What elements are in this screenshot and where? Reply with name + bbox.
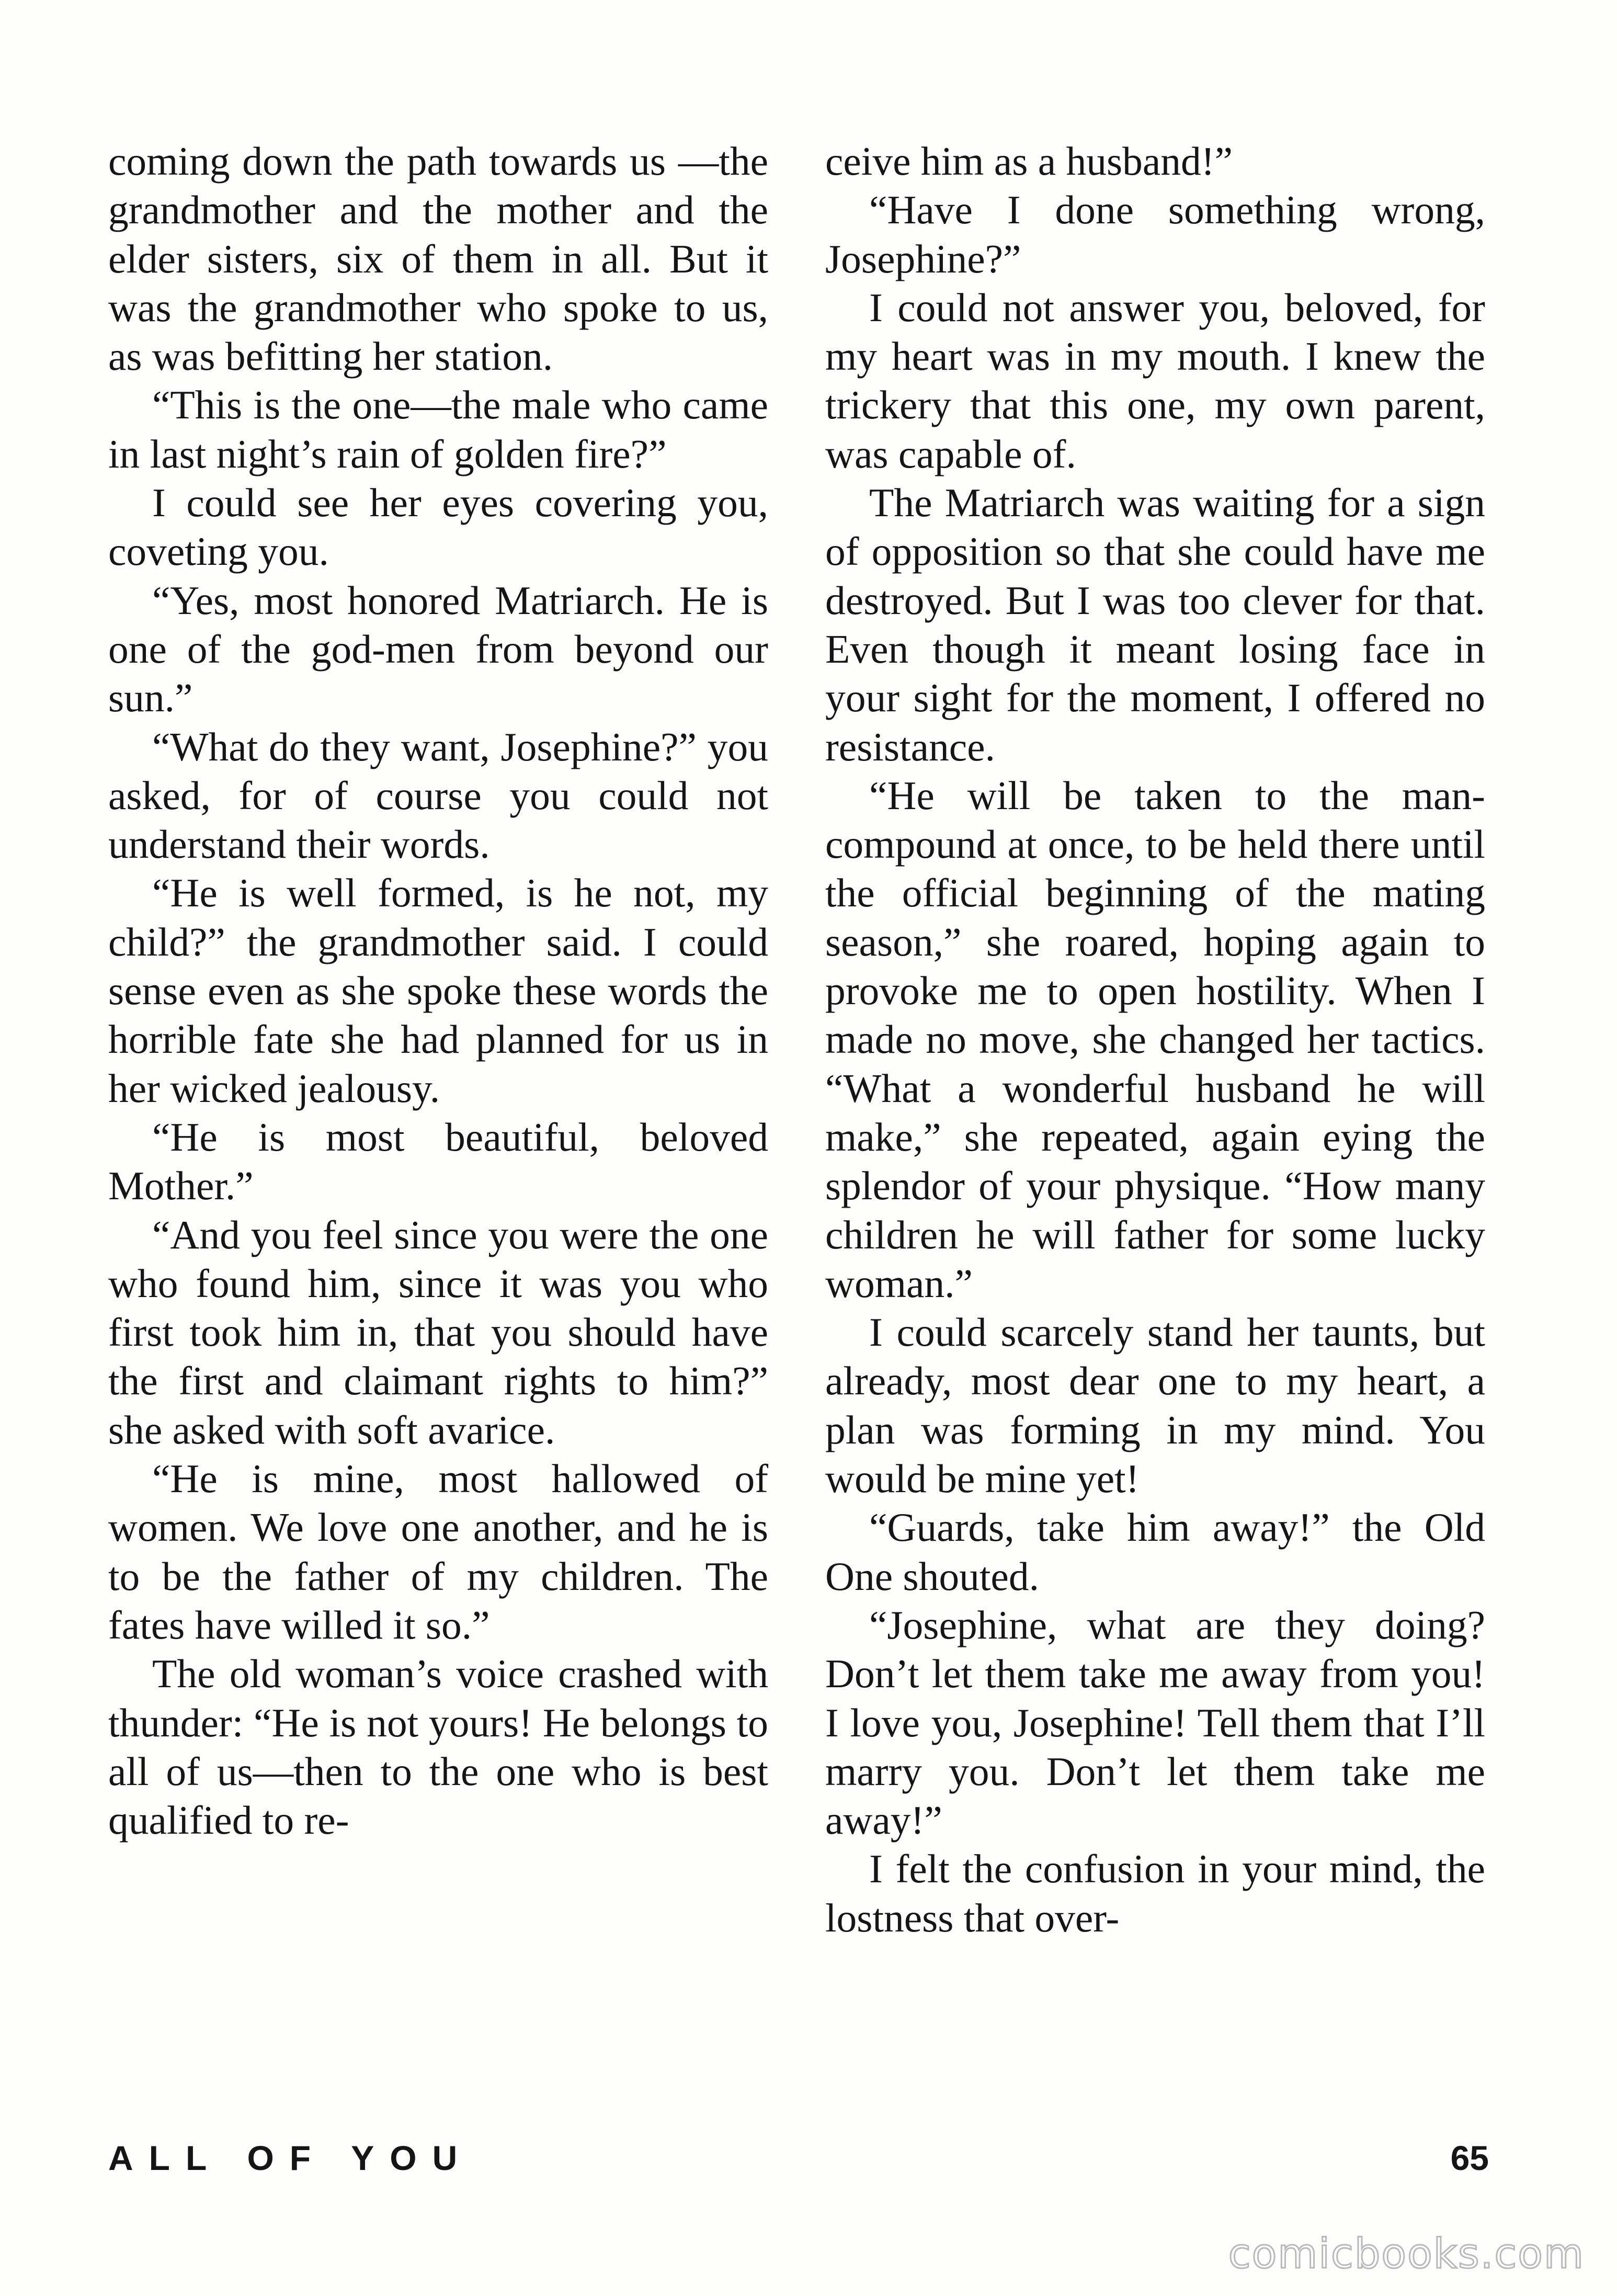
text-column-left [108,137,768,1845]
paragraph: “Have I done something wrong, Josephine?” [825,187,1485,281]
paragraph: “And you feel since you were the one who found him, since it was you who first took him in, that you should have the first and claimant rights to him?” she asked with soft avarice. [108,1212,768,1452]
paragraph: I could not answer you, beloved, for my heart was in my mouth. I knew the trickery that this one, my own parent, was capable of. [825,285,1485,476]
paragraph: “Josephine, what are they doing? Don’t let them take me away from you! I love you, Josephine! Tell them that I’ll marry you. Don’t let them take me away!” [825,1602,1485,1843]
running-title: ALL OF YOU [108,2139,473,2177]
paragraph: I felt the confusion in your mind, the lostness that over- [825,1846,1485,1940]
paragraph: “Yes, most honored Matriarch. He is one of the god-men from beyond our sun.” [108,577,768,721]
paragraph: “He is mine, most hallowed of women. We love one another, and he is to be the father of my children. The fates have willed it so.” [108,1456,768,1647]
paragraph: “He will be taken to the man-compound at once, to be held there until the official beginning of the mating season,” she roared, hoping again to provoke me to open hostility. When I made no move, she changed her tactics. “What a wonderful husband he will make,” she repeated, again eying the splendor of your physique. “How many children he will father for some lucky woman.” [825,772,1485,1306]
paragraph: The Matriarch was waiting for a sign of opposition so that she could have me destroyed. But I was too clever for that. Even though it meant losing face in your sight for the moment, I offered no resistance. [825,480,1485,769]
paragraph: I could scarcely stand her taunts, but already, most dear one to my heart, a plan was forming in my mind. You would be mine yet! [825,1310,1485,1502]
text-column-right [825,137,1485,1942]
paragraph: “He is most beautiful, beloved Mother.” [108,1114,768,1209]
paragraph: “Guards, take him away!” the Old One shouted. [825,1505,1485,1599]
paragraph: I could see her eyes covering you, coveting you. [108,480,768,574]
paragraph: “This is the one—the male who came in last night’s rain of golden fire?” [108,382,768,476]
paragraph: coming down the path towards us —the grandmother and the mother and the elder sisters, six of them in all. But it was the grandmother who spoke to us, as was befitting her station. [108,139,768,379]
watermark: comicbooks.com [1228,2231,1585,2278]
page-number: 65 [1450,2139,1489,2177]
paragraph: ceive him as a husband!” [825,139,1233,184]
paragraph: “What do they want, Josephine?” you asked, for of course you could not understand their words. [108,724,768,867]
paragraph: The old woman’s voice crashed with thunder: “He is not yours! He belongs to all of us—then to the one who is best qualified to re- [108,1651,768,1843]
paragraph: “He is well formed, is he not, my child?” the grandmother said. I could sense even as she spoke these words the horrible fate she had planned for us in her wicked jealousy. [108,870,768,1111]
